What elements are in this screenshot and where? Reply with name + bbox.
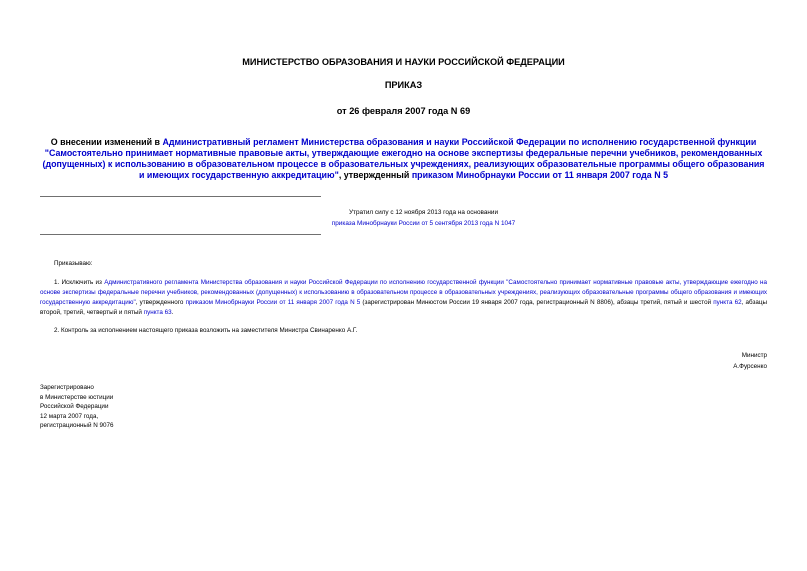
repeal-order-link[interactable]: приказа Минобрнауки России от 5 сентября 2013 года N 1047: [331, 220, 516, 227]
paragraph-1: [40, 278, 767, 318]
signature-title: Министр: [741, 352, 767, 359]
p1-text-c: (зарегистрирован Минюстом России 19 января 2007 года, регистрационный N 8806), абзацы третий, пятый и шестой: [360, 299, 714, 306]
subject-text-1: О внесении изменений в: [50, 137, 163, 147]
p1-point-63-link[interactable]: пункта 63: [143, 309, 172, 316]
registration-line: Зарегистрировано: [40, 384, 94, 391]
status-note: Утратил силу с 12 ноября 2013 года на основании: [348, 209, 499, 216]
divider-top: [40, 196, 321, 197]
divider-bottom: [40, 234, 321, 235]
p1-text-d: , абзацы второй, третий, четвертый и пятый: [40, 299, 767, 316]
p1-text-a: 1. Исключить из: [54, 279, 105, 286]
ministry-title: МИНИСТЕРСТВО ОБРАЗОВАНИЯ И НАУКИ РОССИЙСКОЙ ФЕДЕРАЦИИ: [242, 57, 565, 67]
signature-name: А.Фурсенко: [733, 363, 767, 370]
status-note-link-line: [40, 219, 807, 229]
subject-text-2: , утвержденный: [338, 170, 412, 180]
document-subject: [40, 137, 767, 181]
p1-point-62-link[interactable]: пункта 62: [713, 299, 742, 306]
registration-line: в Министерстве юстиции: [40, 393, 114, 401]
p1-text-e: .: [171, 309, 174, 316]
p1-regulation-link[interactable]: Административного регламента Министерства образования и науки Российской Федерации по исполнению государственной функции "Самостоятельно принимает нормативные правовые акты, утверждающие ежегодно на основе экспертизы федеральные перечни учебников, рекомендованных (допущенных) к использованию в образовательном процессе в образовательных учреждениях, реализующих образовательные программы общего образования и имеющих государственную аккредитацию": [40, 279, 767, 306]
order-word: Приказываю:: [54, 260, 93, 267]
subject-regulation-link[interactable]: Административный регламент Министерства образования и науки Российской Федерации по исполнению государственной функции "Самостоятельно принимает нормативные правовые акты, утверждающие ежегодно на основе экспертизы федеральные перечни учебников, рекомендованных (допущенных) к использованию в образовательном процессе в образовательных учреждениях, реализующих образовательные программы общего образования и имеющих государственную аккредитацию": [42, 137, 765, 180]
registration-line: Российской Федерации: [40, 403, 109, 410]
paragraph-2: 2. Контроль за исполнением настоящего приказа возложить на заместителя Министра Свинаренко А.Г.: [54, 327, 358, 334]
document-type: ПРИКАЗ: [384, 80, 423, 90]
p1-text-b: , утвержденного: [135, 299, 186, 306]
document-date-number: от 26 февраля 2007 года N 69: [336, 106, 471, 116]
registration-line: 12 марта 2007 года,: [40, 412, 99, 420]
subject-order-link[interactable]: приказом Минобрнауки России от 11 января 2007 года N 5: [411, 170, 669, 180]
registration-line: регистрационный N 9076: [40, 422, 114, 429]
registration-block: [40, 383, 114, 431]
p1-order-link[interactable]: приказом Минобрнауки России от 11 января 2007 года N 5: [185, 299, 361, 306]
